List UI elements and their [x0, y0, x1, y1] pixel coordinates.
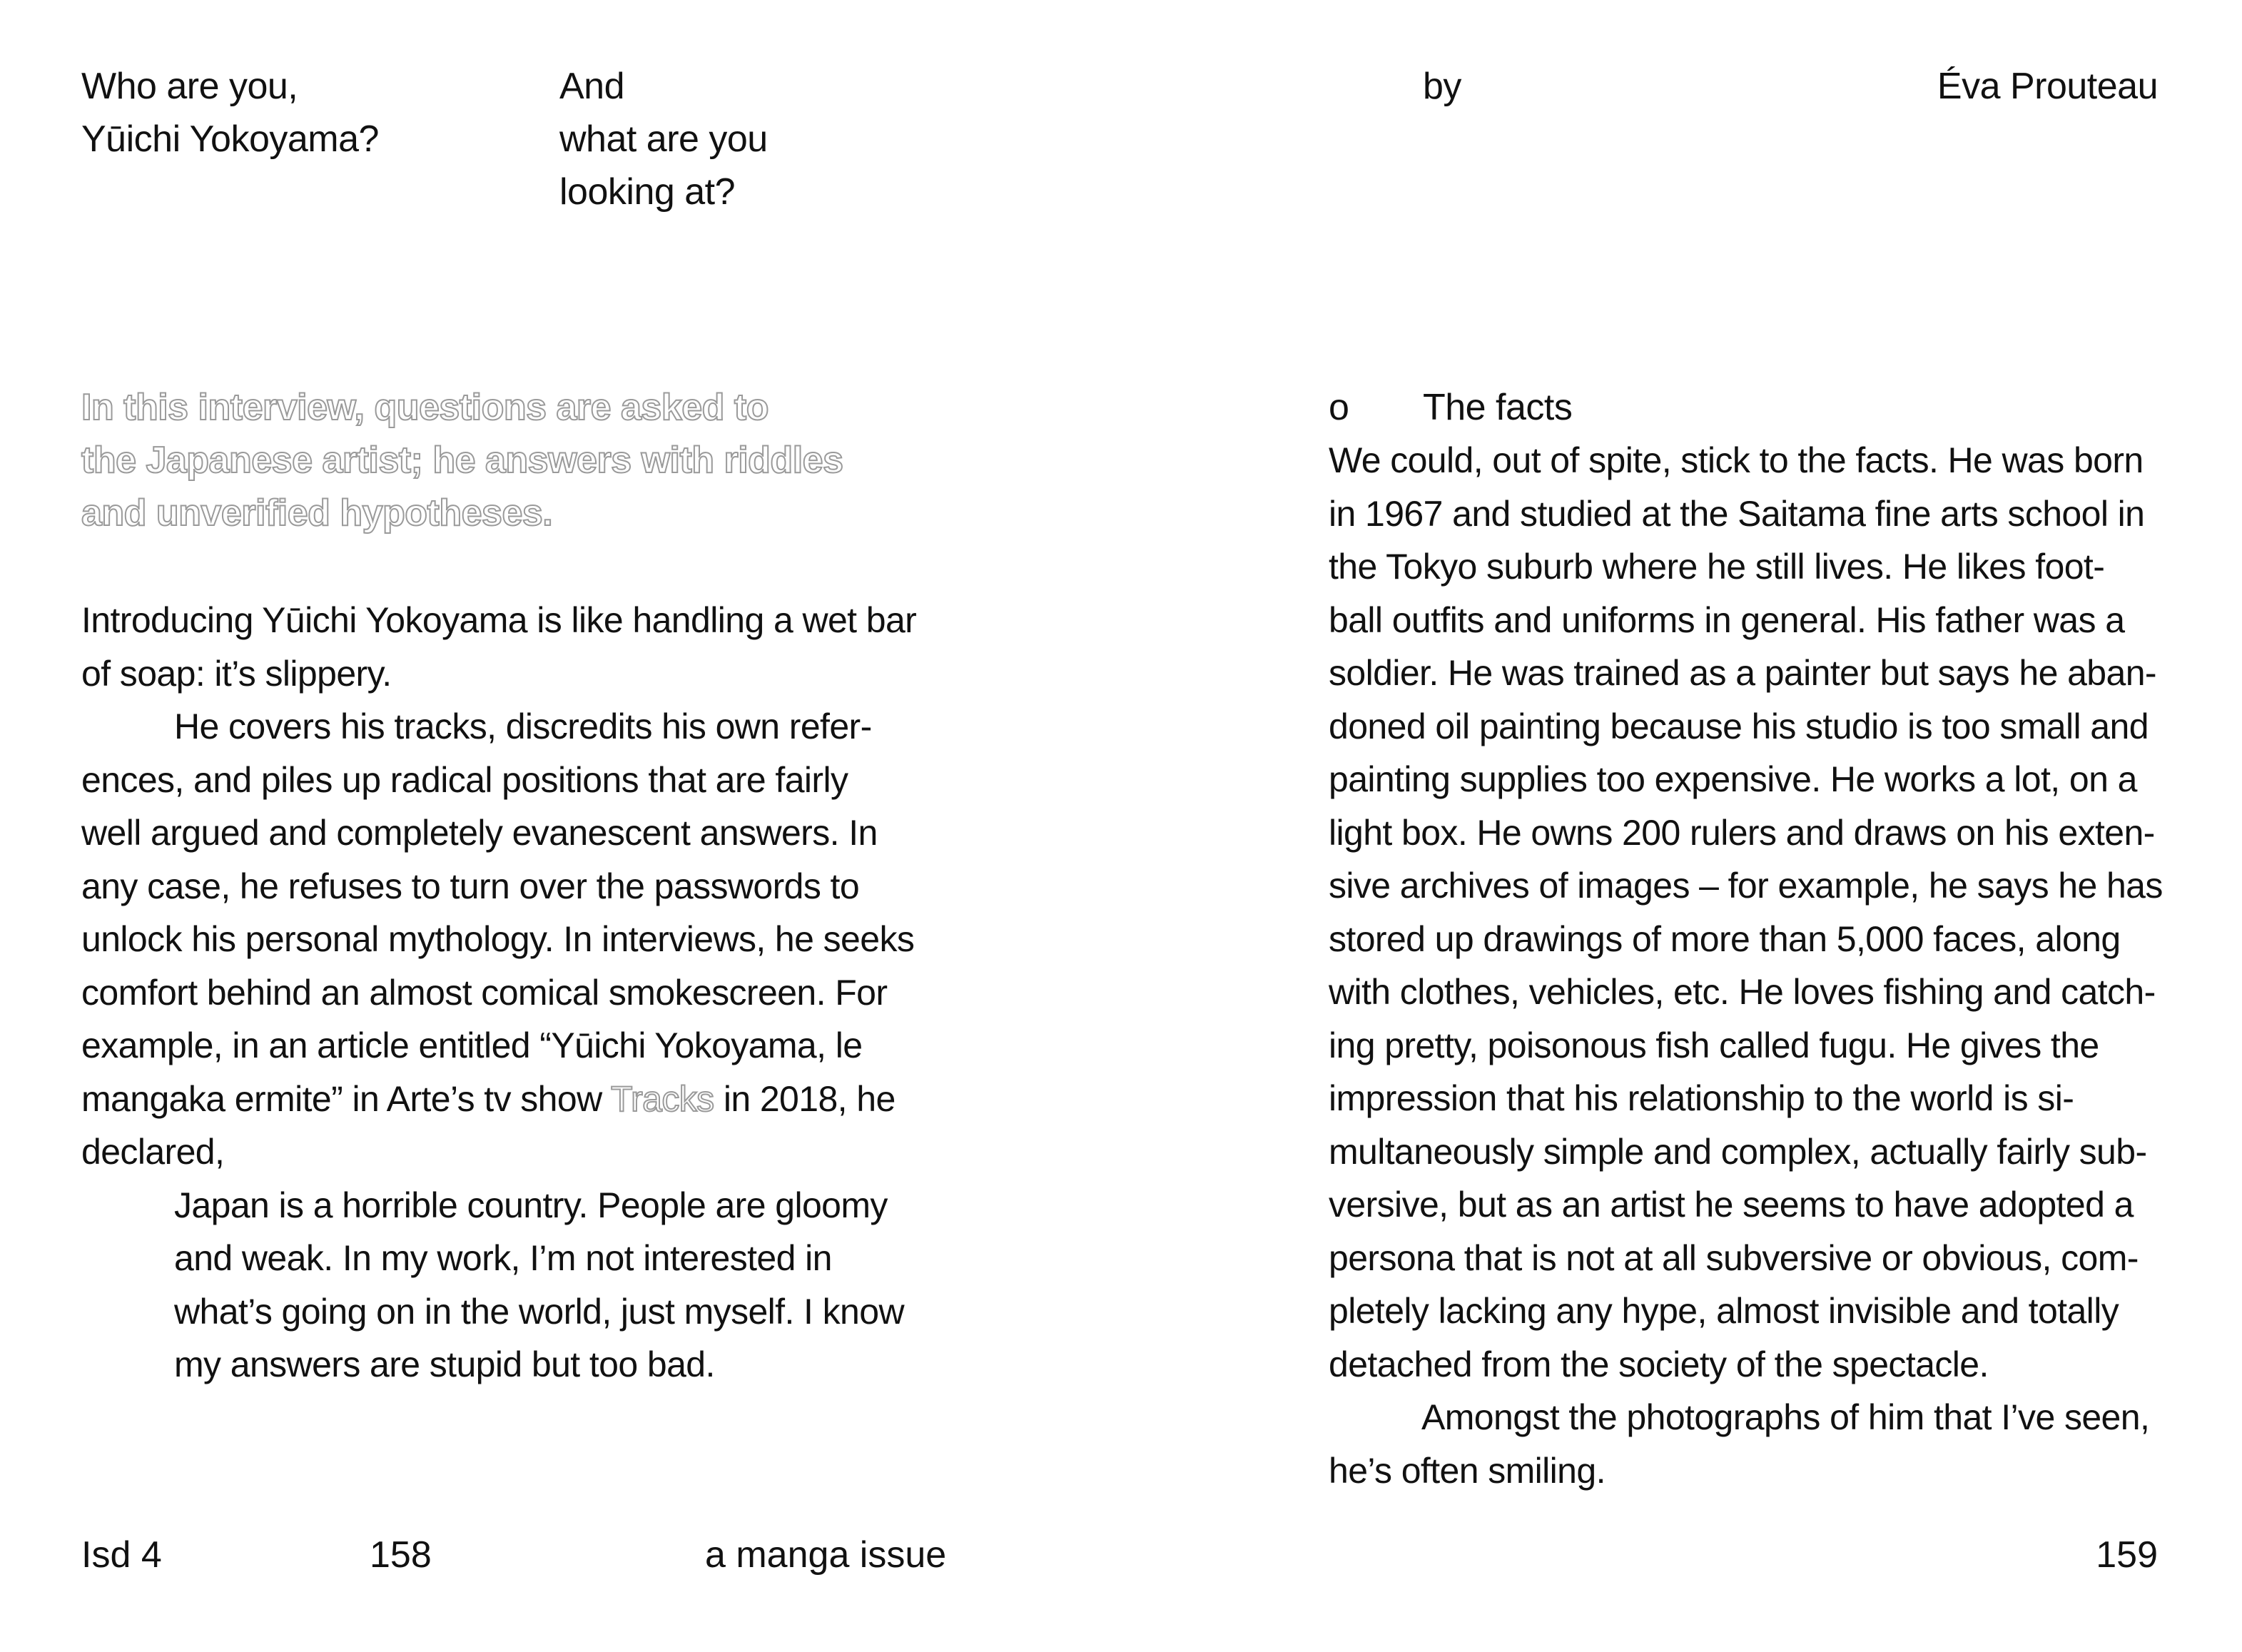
- body-line: doned oil painting because his studio is too small and: [1329, 706, 2149, 746]
- body-line: impression that his relationship to the world is si-: [1329, 1078, 2074, 1118]
- section-title: The facts: [1423, 387, 1573, 428]
- title-col1: [81, 60, 379, 166]
- body-line: ing pretty, poisonous fish called fugu. He gives the: [1329, 1025, 2099, 1065]
- body-line: soldier. He was trained as a painter but says he aban-: [1329, 653, 2156, 693]
- body-line: light box. He owns 200 rulers and draws on his exten-: [1329, 812, 2155, 853]
- lead-line: the Japanese artist; he answers with riddles: [81, 440, 843, 481]
- body-line: He covers his tracks, discredits his own refer-: [174, 706, 872, 746]
- quote-line: Japan is a horrible country. People are gloomy: [174, 1185, 888, 1225]
- footer-issue: a manga issue: [705, 1534, 947, 1576]
- title-col2-line: looking at?: [559, 171, 736, 213]
- body-line: Introducing Yūichi Yokoyama is like handling a wet bar: [81, 600, 917, 640]
- title-col2: [559, 60, 768, 218]
- body-line: comfort behind an almost comical smokescreen. For: [81, 972, 888, 1013]
- body-line: well argued and completely evanescent answers. In: [81, 813, 878, 853]
- body-line: Amongst the photographs of him that I’ve seen,: [1421, 1397, 2150, 1437]
- title-col1-line: Who are you,: [81, 66, 298, 107]
- body-line: sive archives of images – for example, he says he has: [1329, 866, 2163, 906]
- body-line: We could, out of spite, stick to the facts. He was born: [1329, 440, 2144, 480]
- lead-line: In this interview, questions are asked to: [81, 387, 769, 428]
- body-line: multaneously simple and complex, actually fairly sub-: [1329, 1131, 2147, 1172]
- section-bullet: o: [1329, 387, 1349, 428]
- body-line: ences, and piles up radical positions that are fairly: [81, 759, 848, 800]
- lead-line: and unverified hypotheses.: [81, 492, 553, 534]
- title-col2-line: what are you: [559, 118, 768, 160]
- body-line: declared,: [81, 1132, 225, 1172]
- body-line: the Tokyo suburb where he still lives. He likes foot-: [1329, 547, 2105, 587]
- body-line: he’s often smiling.: [1329, 1450, 1606, 1491]
- body-line: of soap: it’s slippery.: [81, 653, 392, 694]
- left-body: [81, 594, 916, 1392]
- tracks-before: mangaka ermite” in Arte’s tv show: [81, 1078, 611, 1119]
- body-line: painting supplies too expensive. He works a lot, on a: [1329, 759, 2137, 799]
- footer-journal: Isd 4: [81, 1534, 162, 1576]
- body-line: versive, but as an artist he seems to have adopted a: [1329, 1185, 2134, 1225]
- body-line-tracks: [81, 1073, 916, 1126]
- tracks-title: Tracks: [610, 1078, 714, 1119]
- body-line: pletely lacking any hype, almost invisible and totally: [1329, 1291, 2119, 1331]
- body-line: with clothes, vehicles, etc. He loves fishing and catch-: [1329, 972, 2156, 1012]
- title-col1-line: Yūichi Yokoyama?: [81, 118, 379, 160]
- footer-page-number: 158: [370, 1534, 432, 1576]
- quote-line: my answers are stupid but too bad.: [174, 1344, 715, 1384]
- body-line: example, in an article entitled “Yūichi Yokoyama, le: [81, 1025, 863, 1065]
- right-body: [1329, 434, 2163, 1497]
- body-line: unlock his personal mythology. In interviews, he seeks: [81, 919, 915, 959]
- body-line: detached from the society of the spectacle.: [1329, 1344, 1989, 1384]
- byline-by: by: [1423, 66, 1461, 107]
- body-line: stored up drawings of more than 5,000 faces, along: [1329, 918, 2121, 959]
- body-line: ball outfits and uniforms in general. His father was a: [1329, 599, 2125, 640]
- tracks-after: in 2018, he: [714, 1078, 896, 1119]
- block-quote: [81, 1179, 916, 1392]
- quote-line: what’s going on in the world, just myself. I know: [174, 1291, 904, 1332]
- footer-page-number-right: 159: [2096, 1534, 2158, 1576]
- body-line: any case, he refuses to turn over the passwords to: [81, 866, 860, 906]
- quote-line: and weak. In my work, I’m not interested in: [174, 1238, 832, 1278]
- body-line: persona that is not at all subversive or obvious, com-: [1329, 1237, 2139, 1278]
- lead-paragraph: [81, 381, 843, 539]
- title-col2-line: And: [559, 66, 625, 107]
- byline-author: Éva Prouteau: [1937, 66, 2158, 107]
- body-line: in 1967 and studied at the Saitama fine arts school in: [1329, 493, 2145, 534]
